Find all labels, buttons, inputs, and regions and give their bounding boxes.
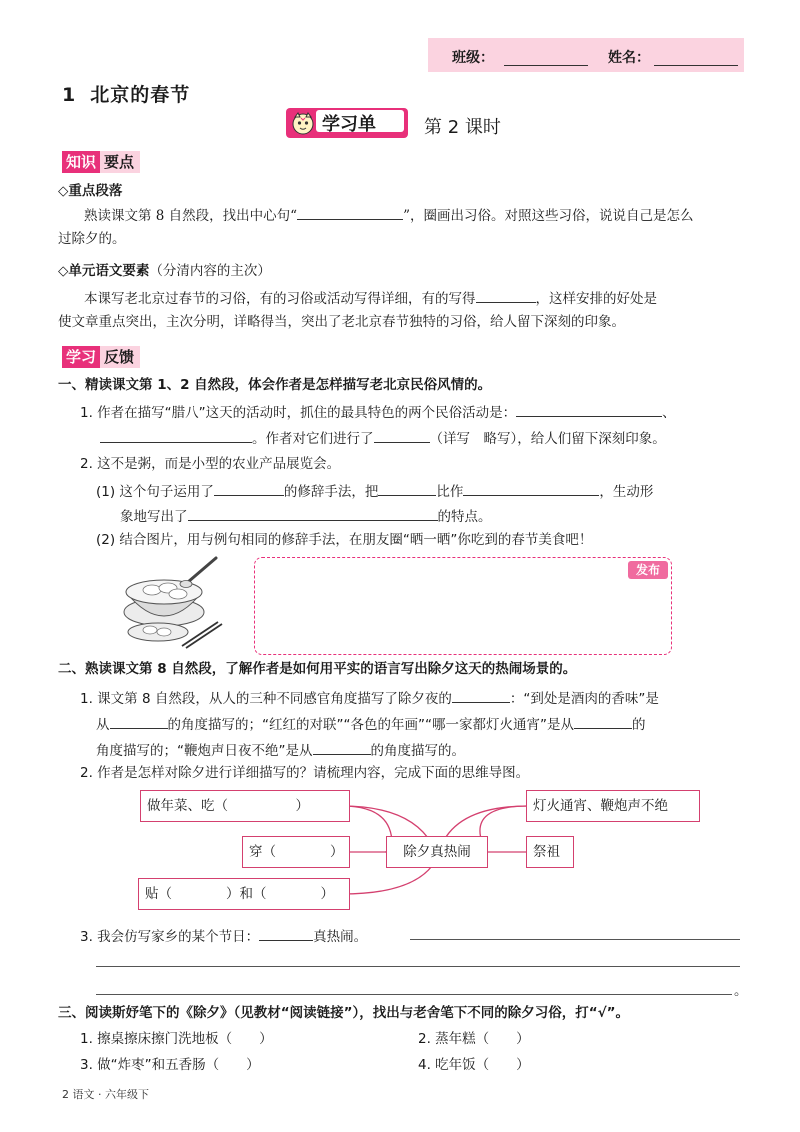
text: ，生动形 [599, 484, 654, 500]
class-name-box [428, 38, 744, 72]
name-label: 姓名： [608, 50, 650, 66]
part2-q1-line3 [96, 740, 465, 760]
study-sheet-banner [286, 106, 408, 140]
name-field[interactable] [654, 65, 738, 66]
text: 从 [96, 717, 110, 733]
answer-blank[interactable] [452, 688, 510, 703]
answer-blank[interactable] [313, 740, 371, 755]
option-4[interactable]: 4. 吃年饭（ ） [418, 1057, 530, 1073]
sub-title-unit-element [58, 262, 271, 280]
map-node-lights: 灯火通宵、鞭炮声不绝 [526, 790, 700, 822]
text: 1. 作者在描写“腊八”这天的活动时，抓住的最具特色的两个民俗活动是： [80, 405, 517, 421]
text: 、 [662, 405, 676, 421]
key-paragraph-line2: 过除夕的。 [58, 231, 126, 247]
lesson-hour: 第 2 课时 [424, 117, 501, 138]
class-label: 班级： [452, 50, 494, 66]
section-head-b: 要点 [100, 151, 140, 173]
text: 比作 [436, 484, 464, 500]
option-3[interactable]: 3. 做“炸枣”和五香肠（ ） [80, 1057, 260, 1073]
lesson-number: 1 [62, 84, 77, 106]
dumplings-bowl-image [118, 552, 226, 652]
part1-q1-line2 [100, 428, 666, 448]
key-paragraph-line1 [84, 205, 693, 225]
text: 角度描写的；“鞭炮声日夜不绝”是从 [96, 743, 313, 759]
part1-q2-1-line1 [96, 481, 653, 501]
answer-blank[interactable] [110, 714, 168, 729]
text: 的 [631, 717, 646, 733]
text: 熟读课文第 8 自然段，找出中心句“ [84, 208, 298, 224]
lesson-name: 北京的春节 [90, 84, 191, 106]
class-field[interactable] [504, 65, 588, 66]
answer-blank[interactable] [297, 205, 403, 220]
section-head-b: 反馈 [100, 346, 140, 368]
answer-blank[interactable] [214, 481, 284, 496]
writing-line[interactable] [96, 994, 732, 995]
text: （详写 略写），给人们留下深刻印象。 [429, 431, 666, 447]
answer-blank[interactable] [378, 481, 436, 496]
section-head-a: 学习 [62, 346, 100, 368]
text: 的角度描写的。 [370, 743, 465, 759]
text: ◇单元语文要素 [58, 263, 150, 279]
moments-post-box[interactable] [254, 557, 672, 655]
unit-element-line2: 使文章重点突出，主次分明，详略得当，突出了老北京春节独特的习俗，给人留下深刻的印象。 [58, 314, 625, 330]
section-head-a: 知识 [62, 151, 100, 173]
answer-blank[interactable] [374, 428, 430, 443]
answer-blank[interactable] [463, 481, 599, 496]
section-knowledge-header [62, 151, 140, 173]
text: ”，圈画出习俗。对照这些习俗，说说自己是怎么 [403, 208, 694, 224]
part1-title: 一、精读课文第 1、2 自然段，体会作者是怎样描写老北京民俗风情的。 [58, 377, 492, 393]
text: 1. 课文第 8 自然段，从人的三种不同感官角度描写了除夕夜的 [80, 691, 452, 707]
map-node-ancestors: 祭祖 [526, 836, 574, 868]
text: 本课写老北京过春节的习俗，有的习俗或活动写得详细，有的写得 [84, 291, 476, 307]
text: ：“到处是酒肉的香味”是 [509, 691, 659, 707]
map-node-clothes[interactable]: 穿（ ） [242, 836, 350, 868]
part2-title: 二、熟读课文第 8 自然段，了解作者是如何用平实的语言写出除夕这天的热闹场景的。 [58, 661, 577, 677]
text: ，这样安排的好处是 [535, 291, 657, 307]
part1-q2-2: (2) 结合图片，用与例句相同的修辞手法，在朋友圈“晒一晒”你吃到的春节美食吧！ [96, 532, 593, 548]
unit-element-line1 [84, 288, 657, 308]
text: (1) 这个句子运用了 [96, 484, 214, 500]
map-node-decorations[interactable]: 贴（ ）和（ ） [138, 878, 350, 910]
part2-q2: 2. 作者是怎样对除夕进行详细描写的？请梳理内容，完成下面的思维导图。 [80, 765, 530, 781]
text: （分清内容的主次） [149, 263, 271, 279]
map-node-food[interactable]: 做年菜、吃（ ） [140, 790, 350, 822]
text: 。作者对它们进行了 [252, 431, 374, 447]
mind-map [130, 784, 700, 924]
text: 3. 我会仿写家乡的某个节日： [80, 929, 260, 945]
part1-q1-line1 [80, 402, 676, 422]
answer-blank[interactable] [574, 714, 632, 729]
text: 真热闹。 [313, 929, 368, 945]
post-button[interactable]: 发布 [628, 561, 668, 579]
part2-q1-line1 [80, 688, 659, 708]
option-1[interactable]: 1. 擦桌擦床擦门洗地板（ ） [80, 1031, 273, 1047]
section-feedback-header [62, 346, 140, 368]
text: 的特点。 [437, 509, 492, 525]
text: 的修辞手法，把 [283, 484, 379, 500]
tiger-mascot-icon [290, 111, 316, 135]
part1-q2: 2. 这不是粥，而是小型的农业产品展览会。 [80, 456, 341, 472]
part1-q2-1-line2 [120, 506, 492, 526]
writing-line[interactable] [410, 939, 740, 940]
banner-label: 学习单 [322, 114, 376, 135]
option-2[interactable]: 2. 蒸年糕（ ） [418, 1031, 530, 1047]
answer-blank[interactable] [100, 428, 252, 443]
answer-blank[interactable] [476, 288, 536, 303]
answer-blank[interactable] [188, 506, 438, 521]
answer-blank[interactable] [516, 402, 662, 417]
sub-title-key-paragraph: ◇重点段落 [58, 183, 123, 199]
end-mark: 。 [734, 983, 748, 999]
writing-line[interactable] [96, 966, 740, 967]
lesson-title [62, 80, 190, 107]
text: 象地写出了 [120, 509, 188, 525]
page-footer: 2 语文 · 六年级下 [62, 1088, 149, 1101]
answer-blank[interactable] [259, 926, 313, 941]
text: 的角度描写的；“红红的对联”“各色的年画”“哪一家都灯火通宵”是从 [167, 717, 574, 733]
map-node-center: 除夕真热闹 [386, 836, 488, 868]
part2-q3 [80, 926, 367, 946]
part3-title: 三、阅读斯妤笔下的《除夕》（见教材“阅读链接”），找出与老舍笔下不同的除夕习俗，打“√”。 [58, 1005, 629, 1021]
part2-q1-line2 [96, 714, 645, 734]
